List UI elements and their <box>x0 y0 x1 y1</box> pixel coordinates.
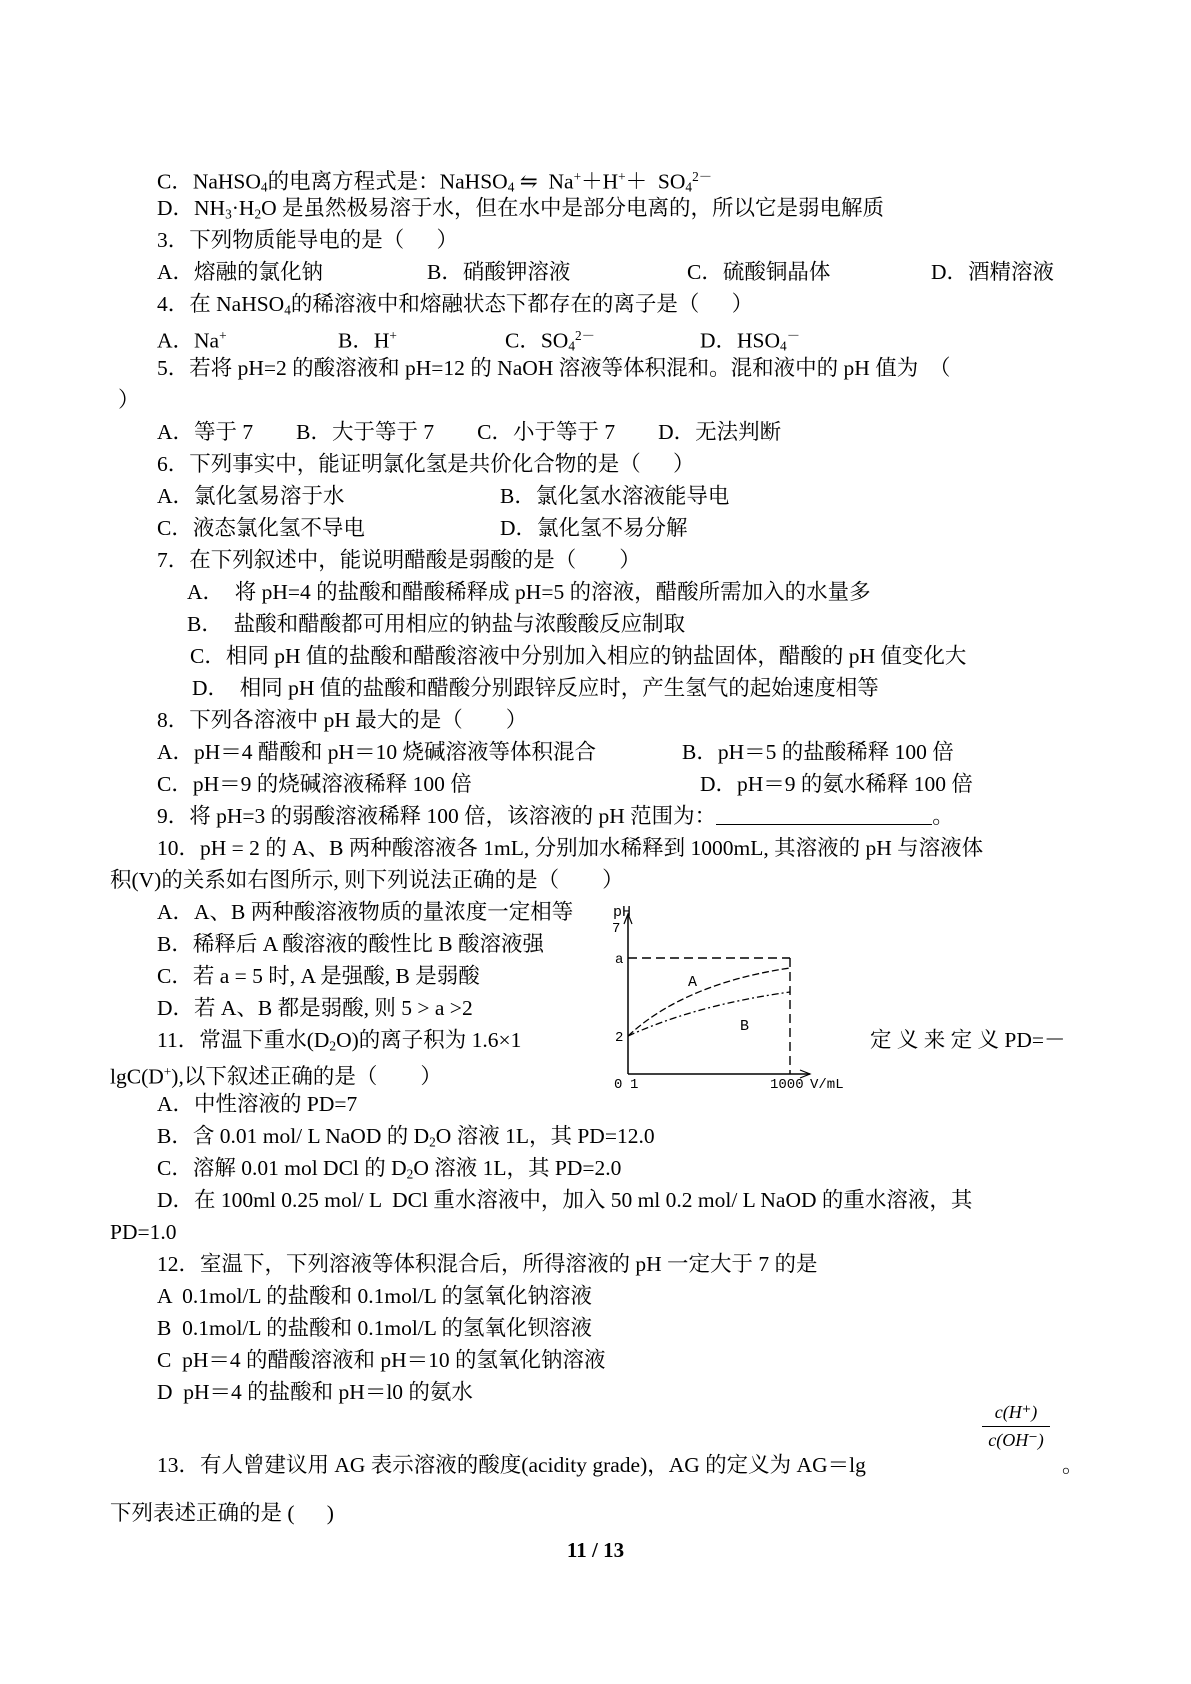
q6-option-d: D．氯化氢不易分解 <box>500 516 688 540</box>
q6-option-a: A．氯化氢易溶于水 <box>157 484 345 508</box>
q11-option-c <box>157 1155 621 1187</box>
subscript: 4 <box>507 179 515 195</box>
q11-option-a: A．中性溶液的 PD=7 <box>157 1092 358 1116</box>
question-9 <box>157 803 954 829</box>
subscript: 2 <box>406 1166 414 1182</box>
option-d-line <box>157 195 884 227</box>
text: 4．在 NaHSO <box>157 292 285 316</box>
y-tick-a: a <box>615 952 624 968</box>
text: 。 <box>932 804 954 828</box>
question-11 <box>157 1027 521 1059</box>
text: C．SO <box>505 328 569 353</box>
q7-option-b: B． 盐酸和醋酸都可用相应的钠盐与浓酸酸反应制取 <box>187 612 686 636</box>
text: ＋ SO <box>625 169 686 194</box>
question-3: 3．下列物质能导电的是（ ） <box>157 228 459 252</box>
q8-option-b: B．pH＝5 的盐酸稀释 100 倍 <box>682 740 954 764</box>
text: D．NH <box>157 196 226 220</box>
subscript: 3 <box>225 206 232 222</box>
ag-fraction <box>980 1402 1052 1451</box>
y-tick-2: 2 <box>615 1030 624 1046</box>
question-10: 10．pH = 2 的 A、B 两种酸溶液各 1mL, 分别加水稀释到 1000mL, 其溶液的 pH 与溶液体 <box>157 836 984 860</box>
y-axis-label: pH <box>613 904 632 921</box>
text: ⇋ Na <box>514 169 574 194</box>
fraction-bar <box>982 1426 1050 1427</box>
ph-volume-graph <box>598 898 868 1093</box>
answer-blank <box>716 806 932 825</box>
superscript: 2－ <box>575 328 595 343</box>
subscript: 2 <box>254 206 262 222</box>
origin-label: 0 <box>614 1077 623 1093</box>
text: O 溶液 1L，其 PD=2.0 <box>413 1156 622 1180</box>
x-axis-label: V/mL <box>810 1077 844 1093</box>
q10-option-c: C．若 a = 5 时, A 是强酸, B 是弱酸 <box>157 964 480 988</box>
x-tick-1000: 1000 <box>770 1077 804 1093</box>
superscript: + <box>219 328 227 343</box>
text: 的稀溶液中和熔融状态下都存在的离子是（ ） <box>290 292 754 316</box>
question-13-end: 。 <box>1062 1453 1084 1477</box>
text: ),以下叙述正确的是（ ） <box>171 1064 442 1089</box>
text: B．含 0.01 mol/ L NaOD 的 D <box>157 1124 430 1148</box>
subscript: 4 <box>284 302 291 318</box>
graph-background <box>598 898 868 1084</box>
q7-option-c: C．相同 pH 值的盐酸和醋酸溶液中分别加入相应的钠盐固体，醋酸的 pH 值变化大 <box>190 644 967 668</box>
q5-options: A．等于 7 B．大于等于 7 C．小于等于 7 D．无法判断 <box>157 420 782 444</box>
text: O)的离子积为 1.6×1 <box>336 1028 522 1052</box>
question-8: 8．下列各溶液中 pH 最大的是（ ） <box>157 708 528 732</box>
superscript: － <box>786 328 801 343</box>
q3-option-d: D．酒精溶液 <box>931 260 1055 284</box>
y-tick-7: 7 <box>612 921 621 937</box>
superscript: + <box>389 328 397 343</box>
q4-option-a <box>157 323 227 353</box>
subscript: 2 <box>329 1038 337 1054</box>
subscript: 4 <box>568 338 575 354</box>
q12-option-a: A 0.1mol/L 的盐酸和 0.1mol/L 的氢氧化钠溶液 <box>157 1284 592 1308</box>
fraction-numerator: c(H⁺) <box>994 1402 1038 1422</box>
text: C．溶解 0.01 mol DCl 的 D <box>157 1156 407 1180</box>
q7-option-d: D． 相同 pH 值的盐酸和醋酸分别跟锌反应时，产生氢气的起始速度相等 <box>192 676 879 700</box>
superscript: 2－ <box>692 169 713 184</box>
superscript: + <box>618 169 626 184</box>
q8-option-c: C．pH＝9 的烧碱溶液稀释 100 倍 <box>157 772 472 796</box>
text: D．HSO <box>700 328 781 353</box>
text: 11．常温下重水(D <box>157 1028 330 1052</box>
q11-option-b <box>157 1123 655 1155</box>
text: O 是虽然极易溶于水，但在水中是部分电离的，所以它是弱电解质 <box>261 196 885 220</box>
text: 9．将 pH=3 的弱酸溶液稀释 100 倍，该溶液的 pH 范围为： <box>157 804 717 828</box>
q11-option-d-cont: PD=1.0 <box>110 1220 177 1244</box>
text: B．H <box>338 328 390 353</box>
q6-option-c: C．液态氯化氢不导电 <box>157 516 365 540</box>
q3-option-c: C．硫酸铜晶体 <box>687 260 831 284</box>
q10-option-d: D．若 A、B 都是弱酸, 则 5 > a >2 <box>157 996 473 1020</box>
q10-option-b: B．稀释后 A 酸溶液的酸性比 B 酸溶液强 <box>157 932 545 956</box>
q3-option-a: A．熔融的氯化钠 <box>157 260 324 284</box>
subscript: 4 <box>780 338 787 354</box>
question-7: 7．在下列叙述中，能说明醋酸是弱酸的是（ ） <box>157 548 641 572</box>
q3-option-b: B．硝酸钾溶液 <box>427 260 571 284</box>
subscript: 4 <box>685 179 693 195</box>
graph-svg <box>598 898 868 1093</box>
superscript: + <box>573 169 582 184</box>
q7-option-a: A． 将 pH=4 的盐酸和醋酸稀释成 pH=5 的溶液，醋酸所需加入的水量多 <box>187 580 871 604</box>
q10-option-a: A．A、B 两种酸溶液物质的量浓度一定相等 <box>157 900 574 924</box>
text: 的电离方程式是：NaHSO <box>267 169 508 194</box>
text: ·H <box>231 196 255 220</box>
q11-option-d: D．在 100ml 0.25 mol/ L DCl 重水溶液中，加入 50 ml 0.2 mol/ L NaOD 的重水溶液，其 <box>157 1188 973 1212</box>
q6-option-b: B．氯化氢水溶液能导电 <box>500 484 730 508</box>
x-tick-1: 1 <box>630 1077 639 1093</box>
q12-option-b: B 0.1mol/L 的盐酸和 0.1mol/L 的氢氧化钡溶液 <box>157 1316 592 1340</box>
question-13-cont: 下列表述正确的是 ( ) <box>110 1501 334 1525</box>
question-12: 12．室温下，下列溶液等体积混合后，所得溶液的 pH 一定大于 7 的是 <box>157 1252 818 1276</box>
subscript: 4 <box>260 179 268 195</box>
page-number: 11 / 13 <box>566 1538 625 1562</box>
text: O 溶液 1L，其 PD=12.0 <box>435 1124 655 1148</box>
q12-option-c: C pH＝4 的醋酸溶液和 pH＝10 的氢氧化钠溶液 <box>157 1348 606 1372</box>
subscript: 2 <box>429 1134 436 1150</box>
q8-option-a: A．pH＝4 醋酸和 pH＝10 烧碱溶液等体积混合 <box>157 740 596 764</box>
superscript: + <box>163 1064 172 1079</box>
text: ＋H <box>581 169 619 194</box>
text: lgC(D <box>110 1064 164 1089</box>
question-5: 5．若将 pH=2 的酸溶液和 pH=12 的 NaOH 溶液等体积混和。混和液中的 pH 值为 （ <box>157 356 951 380</box>
question-11-right: 定 义 来 定 义 PD=－ <box>870 1028 1066 1052</box>
question-13: 13．有人曾建议用 AG 表示溶液的酸度(acidity grade)，AG 的定义为 AG＝lg <box>157 1453 866 1477</box>
text: C．NaHSO <box>157 169 261 194</box>
question-11-cont <box>110 1059 442 1089</box>
q12-option-d: D pH＝4 的盐酸和 pH＝l0 的氨水 <box>157 1380 473 1404</box>
question-5-cont: ） <box>118 388 140 412</box>
question-6: 6．下列事实中，能证明氯化氢是共价化合物的是（ ） <box>157 452 695 476</box>
question-4 <box>157 291 753 323</box>
q8-option-d: D．pH＝9 的氨水稀释 100 倍 <box>700 772 973 796</box>
q4-option-b <box>338 323 397 353</box>
fraction-denominator: c(OH⁻) <box>988 1430 1044 1450</box>
text: A．Na <box>157 328 220 353</box>
curve-b-label: B <box>740 1018 750 1035</box>
curve-a-label: A <box>688 974 698 991</box>
question-10-cont: 积(V)的关系如右图所示, 则下列说法正确的是（ ） <box>110 868 624 892</box>
